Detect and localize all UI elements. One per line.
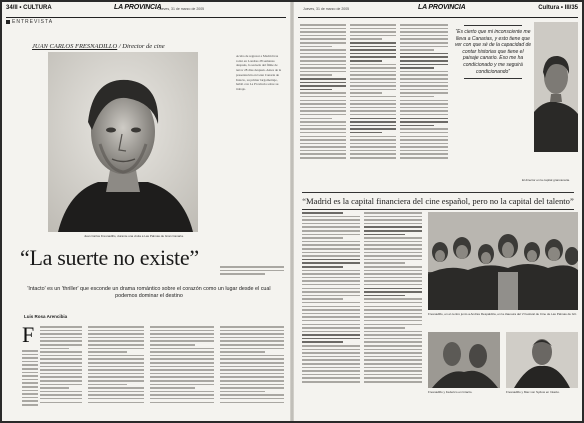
second-headline — [302, 192, 574, 210]
right-body-column-4 — [302, 210, 360, 418]
pull-quote-text: “Es cierto que mi inconsciente me lleva a Canarias, y esto tiene que ver con que sé de la capacidad de contar historias que tiene el paisaje canario. Eso me ha condicionado y me seguirá condicionando” — [454, 29, 532, 75]
portrait-caption: Juan Carlos Fresnadillo, durante una visita a Las Palmas de Gran Canaria. — [84, 234, 184, 238]
page-section-label: Cultura • III/35 — [538, 5, 578, 11]
side-photo-caption: El director en la capital grancanaria. — [522, 178, 570, 182]
right-body-column-2 — [350, 22, 396, 187]
still-photo-2-caption: Fresnadillo y Max von Sydow en Intacto. — [506, 390, 560, 394]
left-page — [2, 2, 290, 421]
subject-role: / Director de cine — [118, 43, 165, 50]
section-square-icon — [6, 20, 10, 24]
crowd-photo-caption: Fresnadillo, en el centro junto a Andrés Respaldiza, en la clausura del V Festival de Cine de Las Palmas de GC. — [428, 312, 578, 316]
pull-quote — [454, 22, 532, 82]
issue-date: Jueves, 31 de marzo de 2005 — [303, 7, 350, 11]
issue-date: Jueves, 31 de marzo de 2005 — [158, 7, 205, 11]
intro-paragraph: Acaba de regresar a Madrid tras rodar en Londres 28 semanas después, la secuela del filme de terror 28 días después. Antes de la presentación en Gran Canaria de Intacto, su primer largometraje, habló con La Provincia sobre su trabajo. — [236, 54, 282, 91]
body-column-1 — [40, 324, 82, 418]
body-column-3 — [150, 324, 214, 418]
newspaper-logo: LA PROVINCIA — [418, 4, 466, 11]
right-page — [294, 2, 582, 421]
subject-name: JUAN CARLOS FRESNADILLO — [32, 43, 118, 50]
still-photo-1-caption: Fresnadillo y Federico en Intacto. — [428, 390, 473, 394]
pull-quote-rule-bottom — [464, 78, 522, 79]
right-page-header — [298, 5, 578, 18]
right-body-column-3 — [400, 22, 448, 187]
right-body-column-5 — [364, 210, 422, 418]
article-byline: Luis Rosa Arencibia — [24, 314, 68, 319]
left-page-header — [6, 5, 286, 18]
article-headline: “La suerte no existe” — [20, 245, 199, 270]
still-photo-1 — [428, 332, 500, 388]
newspaper-spread — [2, 2, 582, 421]
section-label: ENTREVISTA — [6, 19, 53, 25]
second-headline-text: “Madrid es la capital financiera del cine español, pero no la capital del talento” — [302, 196, 574, 206]
body-column-4 — [220, 324, 284, 418]
page-section-label: 34/II • CULTURA — [6, 5, 52, 11]
newspaper-logo: LA PROVINCIA — [114, 4, 162, 11]
article-deck: 'Intacto' es un 'thriller' que esconde un drama romántico sobre el corazón como un lugar desde el cual podemos dominar el destino — [27, 286, 271, 300]
pull-quote-rule-top — [464, 25, 522, 26]
body-column-4-top — [220, 264, 284, 282]
interview-subject — [32, 43, 165, 50]
director-portrait-photo — [48, 52, 198, 232]
drop-cap: F — [22, 322, 35, 347]
body-column-2 — [88, 324, 144, 418]
right-body-column-1 — [300, 22, 346, 187]
body-column-1-left — [22, 348, 38, 418]
festival-crowd-photo — [428, 212, 578, 310]
director-side-photo — [534, 22, 578, 152]
still-photo-2 — [506, 332, 578, 388]
